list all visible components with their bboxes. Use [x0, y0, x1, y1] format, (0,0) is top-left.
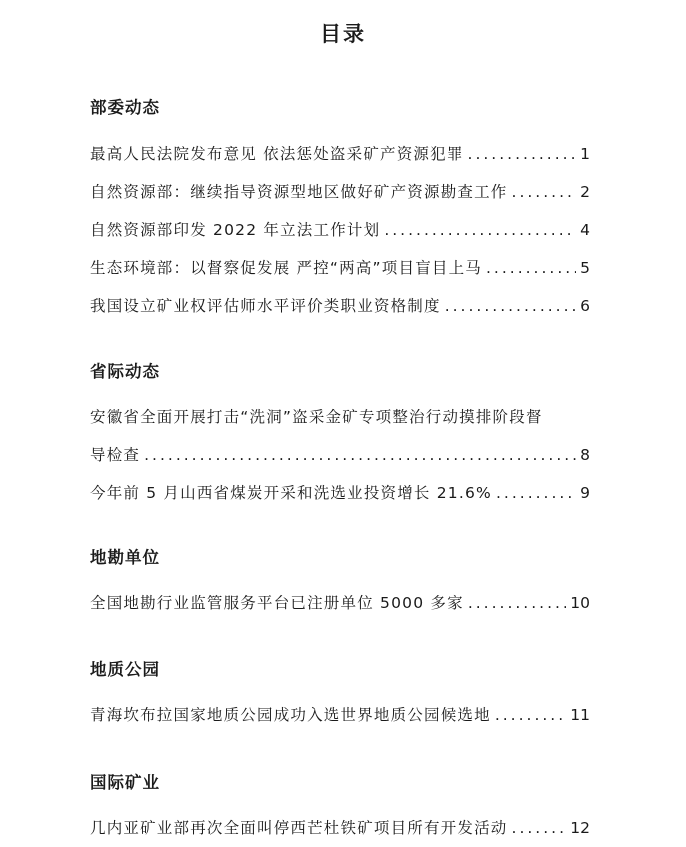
toc-page-number: 4: [580, 221, 590, 239]
toc-entry[interactable]: [90, 474, 590, 512]
toc-entry[interactable]: [90, 809, 590, 847]
toc-entry-title: 最高人民法院发布意见 依法惩处盗采矿产资源犯罪: [90, 145, 464, 163]
dot-leader: [384, 211, 576, 249]
dot-leader: [468, 135, 577, 173]
toc-entry-title: 今年前 5 月山西省煤炭开采和洗选业投资增长 21.6%: [90, 484, 492, 502]
toc-entry-title-continued: 导检查: [90, 446, 141, 464]
toc-page-number: 2: [580, 183, 590, 201]
page-title: 目录: [320, 22, 366, 46]
section-heading: 部委动态: [90, 98, 160, 117]
section-heading: 地勘单位: [90, 548, 160, 567]
toc-page-number: 8: [580, 446, 590, 464]
toc-entry[interactable]: [90, 696, 590, 734]
section-heading: 省际动态: [90, 362, 160, 381]
toc-entry-title: 自然资源部印发 2022 年立法工作计划: [90, 221, 381, 239]
section-heading: 国际矿业: [90, 773, 160, 792]
dot-leader: [486, 249, 576, 287]
toc-section-international: [90, 771, 590, 847]
toc-entry-title: 自然资源部：继续指导资源型地区做好矿产资源勘查工作: [90, 183, 508, 201]
dot-leader: [496, 474, 576, 512]
dot-leader: [495, 696, 566, 734]
toc-section-provincial: [90, 360, 590, 512]
dot-leader: [512, 173, 577, 211]
toc-section-geo-survey: [90, 546, 590, 622]
toc-entry[interactable]: [90, 287, 590, 325]
toc-entry-title: 青海坎布拉国家地质公园成功入选世界地质公园候选地: [90, 706, 491, 724]
toc-entry-title: 几内亚矿业部再次全面叫停西芒杜铁矿项目所有开发活动: [90, 819, 508, 837]
toc-page-number: 10: [570, 594, 590, 612]
toc-section-geopark: [90, 658, 590, 734]
toc-entry-title: 生态环境部：以督察促发展 严控“两高”项目盲目上马: [90, 259, 482, 277]
dot-leader: [445, 287, 576, 325]
toc-entry-title: 全国地勘行业监管服务平台已注册单位 5000 多家: [90, 594, 464, 612]
dot-leader: [512, 809, 567, 847]
toc-page-number: 1: [580, 145, 590, 163]
toc-page-number: 6: [580, 297, 590, 315]
toc-entry[interactable]: [90, 584, 590, 622]
dot-leader: [468, 584, 566, 622]
toc-entry[interactable]: [90, 398, 590, 474]
toc-entry-title: 我国设立矿业权评估师水平评价类职业资格制度: [90, 297, 441, 315]
toc-entry-title: 安徽省全面开展打击“洗洞”盗采金矿专项整治行动摸排阶段督: [90, 408, 543, 426]
toc-page-number: 5: [580, 259, 590, 277]
toc-page-number: 12: [570, 819, 590, 837]
toc-section-ministry: [90, 96, 590, 325]
toc-page-number: 9: [580, 484, 590, 502]
dot-leader: [144, 436, 576, 474]
toc-entry[interactable]: [90, 249, 590, 287]
toc-entry[interactable]: [90, 211, 590, 249]
toc-entry[interactable]: [90, 173, 590, 211]
section-heading: 地质公园: [90, 660, 160, 679]
toc-entry[interactable]: [90, 135, 590, 173]
toc-page-number: 11: [570, 706, 590, 724]
